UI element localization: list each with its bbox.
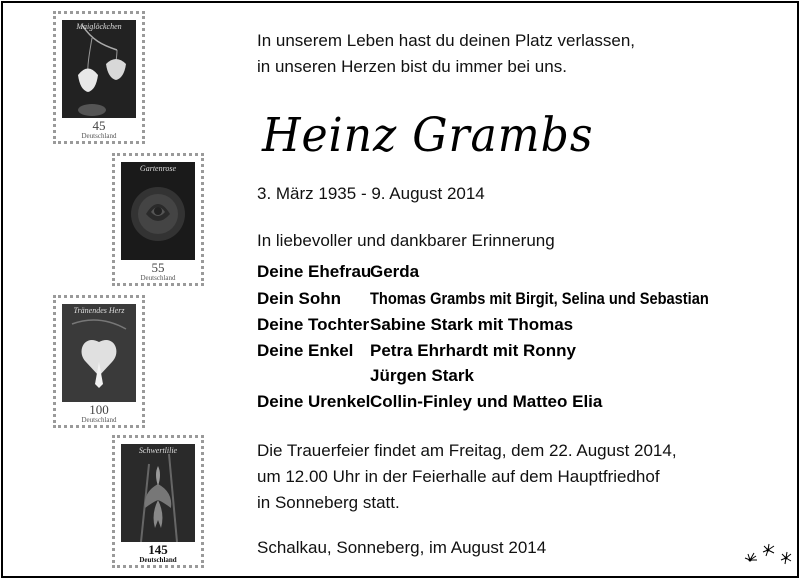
quote-line-2: in unseren Herzen bist du immer bei uns. — [257, 57, 567, 76]
dandelion-seeds-icon — [744, 542, 796, 566]
stamp-title: Tränendes Herz — [73, 306, 125, 315]
family-names-grandchildren-2: Jürgen Stark — [370, 366, 474, 385]
family-names-daughter: Sabine Stark mit Thomas — [370, 315, 574, 334]
stamp-lily-of-the-valley — [53, 11, 145, 144]
remembrance-line: In liebevoller und dankbarer Erinnerung — [257, 231, 555, 250]
stamp-title: Maiglöckchen — [76, 22, 122, 31]
family-role-daughter: Deine Tochter — [257, 315, 370, 334]
deceased-name: Heinz Grambs — [262, 108, 594, 163]
stamp-country: Deutschland — [81, 416, 117, 424]
stamp-title: Gartenrose — [139, 164, 177, 173]
stamp-title: Schwertlilie — [138, 446, 178, 455]
stamp-country: Deutschland — [139, 556, 177, 564]
stamp-country: Deutschland — [81, 132, 117, 140]
stamp-value: 45 — [92, 118, 106, 133]
family-names-great-grandchildren: Collin-Finley und Matteo Elia — [370, 392, 603, 411]
family-role-great-grandchildren: Deine Urenkel — [257, 392, 371, 411]
family-names-son: Thomas Grambs mit Birgit, Selina und Sebastian — [370, 289, 709, 308]
family-role-son: Dein Sohn — [257, 289, 342, 308]
stamp-bleeding-heart — [53, 295, 145, 428]
family-role-spouse: Deine Ehefrau — [257, 262, 372, 281]
life-dates: 3. März 1935 - 9. August 2014 — [257, 184, 485, 203]
quote-line-1: In unserem Leben hast du deinen Platz verlassen, — [257, 31, 636, 50]
funeral-line-2: um 12.00 Uhr in der Feierhalle auf dem Hauptfriedhof — [257, 467, 660, 486]
stamp-iris — [112, 435, 204, 568]
bleeding-heart-image — [62, 304, 136, 402]
lily-of-the-valley-image — [62, 20, 136, 118]
stamp-value: 55 — [151, 260, 165, 275]
stamp-value: 100 — [89, 402, 109, 417]
iris-image — [121, 444, 195, 542]
family-names-spouse: Gerda — [370, 262, 420, 281]
rose-image — [121, 162, 195, 260]
signoff: Schalkau, Sonneberg, im August 2014 — [257, 538, 547, 557]
funeral-line-3: in Sonneberg statt. — [257, 493, 400, 512]
funeral-line-1: Die Trauerfeier findet am Freitag, dem 22. August 2014, — [257, 441, 677, 460]
stamp-garden-rose — [112, 153, 204, 286]
stamp-value: 145 — [148, 542, 168, 557]
family-names-grandchildren: Petra Ehrhardt mit Ronny — [370, 341, 576, 360]
stamp-country: Deutschland — [140, 274, 176, 282]
family-role-grandchildren: Deine Enkel — [257, 341, 354, 360]
